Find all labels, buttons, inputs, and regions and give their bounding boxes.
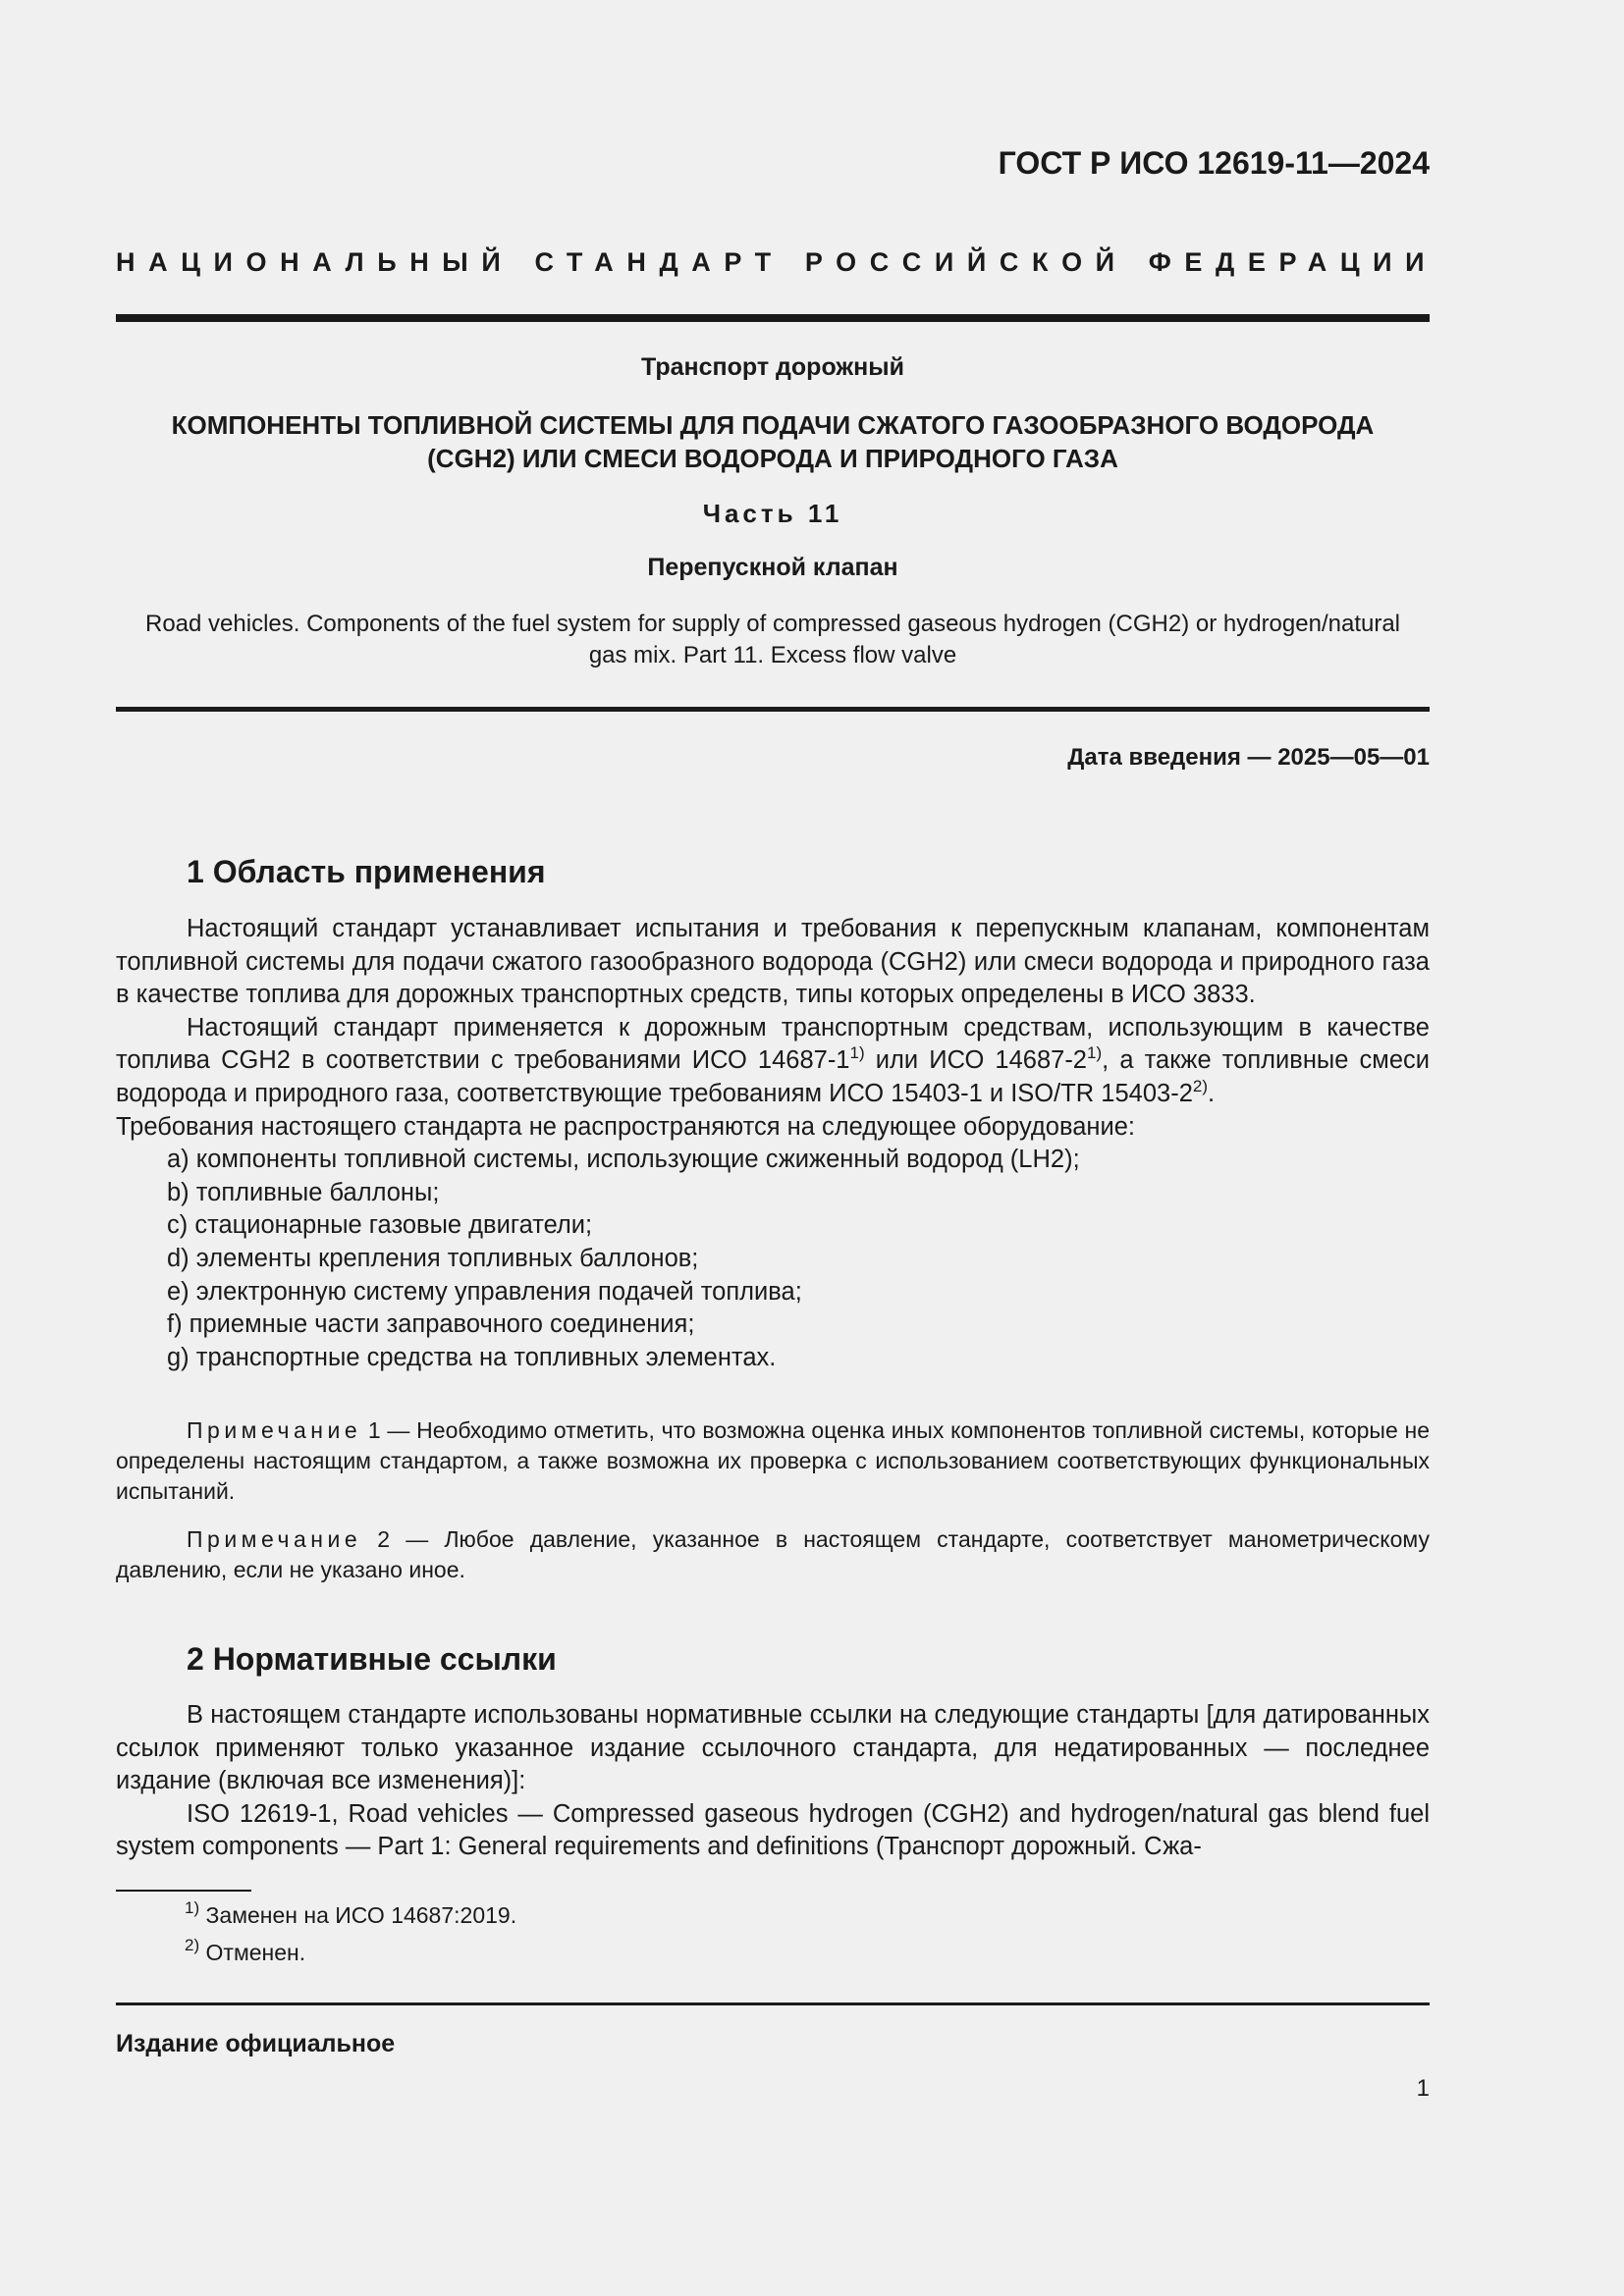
section1-paragraph3: Требования настоящего стандарта не распространяются на следующее оборудование:	[116, 1112, 1135, 1141]
footnote-ref[interactable]: 2)	[1192, 1076, 1209, 1095]
title-subject: Транспорт дорожный	[641, 353, 904, 381]
note-2	[116, 1524, 1430, 1585]
note-body: — Необходимо отметить, что возможна оценка иных компонентов топливной системы, которые не определены настоящим стандартом, а также возможна их проверка с использованием соответствующих функциональных испытаний.	[116, 1417, 1430, 1504]
note-label: Примечание	[187, 1417, 362, 1443]
list-item: f) приемные части заправочного соединения;	[167, 1310, 695, 1339]
title-main-line2: (CGH2) ИЛИ СМЕСИ ВОДОРОДА И ПРИРОДНОГО ГАЗА	[427, 444, 1118, 473]
title-divider	[116, 707, 1430, 712]
section2-paragraph2: ISO 12619-1, Road vehicles — Compressed gaseous hydrogen (CGH2) and hydrogen/natural gas blend fuel system components — Part 1: General requirements and definitions (Транспорт дорожный. Сжа-	[116, 1799, 1430, 1861]
title-english-line1: Road vehicles. Components of the fuel system for supply of compressed gaseous hydrogen (CGH2) or hydrogen/natural	[145, 611, 1400, 637]
footnote-ref[interactable]: 1)	[1087, 1043, 1103, 1063]
section1-paragraph2-part: Настоящий стандарт применяется к дорожным транспортным средствам, использующим в качестве топлива CGH2 в соответствии с требованиями ИСО 14687-1	[116, 1013, 1430, 1075]
note-number: 1	[361, 1417, 381, 1443]
top-divider	[116, 314, 1430, 322]
footnote-ref[interactable]: 1)	[849, 1043, 865, 1063]
list-item: d) элементы крепления топливных баллонов;	[167, 1244, 699, 1272]
note-2-text	[116, 1524, 1430, 1585]
section1-paragraph2-part: , а также топливные смеси водорода и природного газа, соответствующие требованиям ИСО 15403-1 и ISO/TR 15403-2	[116, 1046, 1430, 1107]
section1-heading: 1 Область применения	[187, 854, 546, 889]
section2-body	[116, 1699, 1430, 1864]
list-item: b) топливные баллоны;	[167, 1178, 440, 1206]
title-english	[116, 609, 1430, 671]
note-1	[116, 1415, 1430, 1507]
footnote-separator	[116, 1890, 251, 1892]
list-item: e) электронную систему управления подачей топлива;	[167, 1277, 802, 1306]
note-number: 2	[361, 1526, 391, 1552]
national-standard-banner: НАЦИОНАЛЬНЫЙ СТАНДАРТ РОССИЙСКОЙ ФЕДЕРАЦИИ	[116, 247, 1438, 277]
official-edition-label: Издание официальное	[116, 2030, 396, 2057]
page-number: 1	[1416, 2075, 1430, 2102]
title-main	[116, 408, 1430, 475]
section1-paragraph2-part: .	[1208, 1079, 1216, 1107]
footnote-1	[185, 1898, 517, 1929]
title-part: Часть 11	[702, 499, 843, 528]
section1-paragraph2-part: или ИСО 14687-2	[864, 1046, 1087, 1075]
footnote-text: Отменен.	[205, 1940, 306, 1965]
list-item: g) транспортные средства на топливных элементах.	[167, 1343, 777, 1371]
note-label: Примечание	[187, 1526, 362, 1552]
section1-paragraph1: Настоящий стандарт устанавливает испытания и требования к перепускным клапанам, компонентам топливной системы для подачи сжатого газообразного водорода (CGH2) или смеси водорода и природного газа в качестве топлива для дорожных транспортных средств, типы которых определены в ИСО 3833.	[116, 915, 1430, 1009]
document-code: ГОСТ Р ИСО 12619-11—2024	[998, 145, 1430, 181]
note-body: — Любое давление, указанное в настоящем стандарте, соответствует манометрическому давлению, если не указано иное.	[116, 1526, 1430, 1582]
footer-divider	[116, 2002, 1430, 2005]
title-main-line1: КОМПОНЕНТЫ ТОПЛИВНОЙ СИСТЕМЫ ДЛЯ ПОДАЧИ СЖАТОГО ГАЗООБРАЗНОГО ВОДОРОДА	[171, 410, 1375, 440]
section2-heading: 2 Нормативные ссылки	[187, 1641, 557, 1677]
footnote-2	[185, 1936, 306, 1966]
footnote-mark: 1)	[185, 1898, 200, 1917]
section1-body	[116, 913, 1430, 1374]
section1-paragraph2	[116, 1012, 1430, 1111]
list-item: c) стационарные газовые двигатели;	[167, 1211, 593, 1240]
introduction-date: Дата введения — 2025—05—01	[1067, 744, 1430, 771]
footnote-mark: 2)	[185, 1936, 200, 1954]
list-item: a) компоненты топливной системы, использующие сжиженный водород (LH2);	[167, 1146, 1080, 1174]
title-part-name: Перепускной клапан	[647, 554, 898, 581]
title-english-line2: gas mix. Part 11. Excess flow valve	[588, 642, 957, 668]
section2-paragraph1: В настоящем стандарте использованы нормативные ссылки на следующие стандарты [для датированных ссылок применяют только указанное издание ссылочного стандарта, для недатированных — последнее издание (включая все изменения)]:	[116, 1701, 1430, 1795]
footnote-text: Заменен на ИСО 14687:2019.	[205, 1902, 517, 1928]
note-1-text	[116, 1415, 1430, 1507]
